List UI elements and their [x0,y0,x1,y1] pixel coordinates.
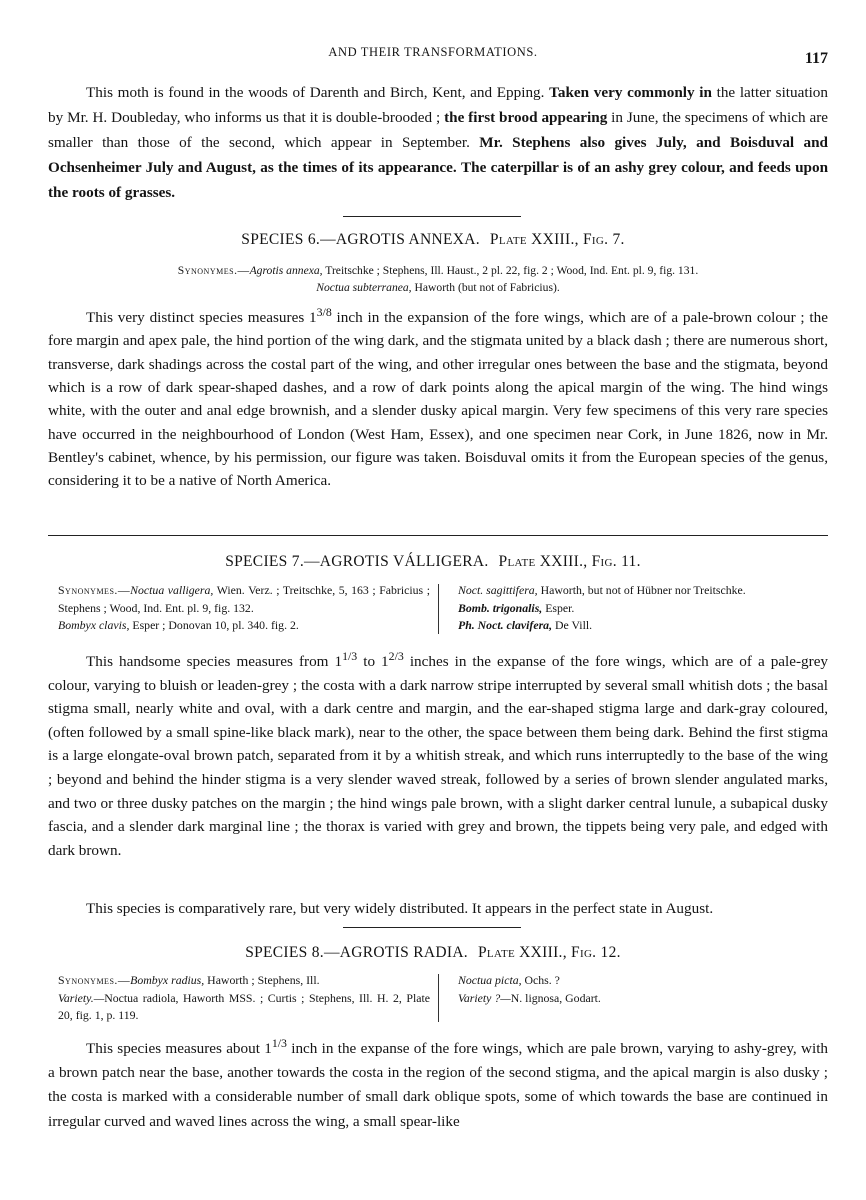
species-8-text-b: inch in the expanse of the fore wings, which are pale brown, varying to ashy-grey, with a brown patch near the base, another towards the costa in the region of the second stigma, and the apical margin is also dusky ; the costa is marked with a considerable number of small dark oblique spots, some of which towards the base are continued in irregular curved and waved lines across the wing, a small spear-like [48,1040,829,1130]
synonym-reference: Noctua radiola, Haworth MSS. ; Curtis ; Stephens, Ill. H. 2, Plate 20, fig. 1, p. 119. [58,990,430,1022]
species-7-fraction-2: 2/3 [388,649,404,663]
intro-text-4: the first brood appearing [444,109,608,126]
synonym-name: Ph. Noct. clavifera, [458,618,553,632]
species-8-text-a: This species measures about 1 [86,1040,272,1058]
synonym-reference: Ochs. ? [524,973,560,987]
intro-text-7: The caterpillar is of an ashy grey colour, and feeds upon the roots of grasses. [48,159,829,201]
synonym-name: Noct. sagittifera, [458,583,538,597]
running-head: AND THEIR TRANSFORMATIONS. [328,45,538,59]
species-7-occurrence [48,896,828,921]
synonym-reference: Haworth (but not of Fabricius). [414,281,560,294]
species-6-description [48,301,828,492]
section-divider [343,927,521,928]
species-6-synonyms [48,262,828,296]
synonym-name: Bombyx clavis, [58,618,130,632]
variety-label: Variety.— [58,990,105,1005]
synonym-reference: N. lignosa, Godart. [510,990,601,1005]
species-6-fraction: 3/8 [316,305,332,319]
species-6-plate: Plate XXIII., Fig. 7. [489,231,625,248]
synonym-reference: Haworth, but not of Hübner nor Treitschke. [540,583,746,597]
species-8-fraction: 1/3 [271,1036,287,1050]
species-8-synonyms-left [58,972,430,1025]
species-7-heading [0,553,866,571]
intro-text-6: Mr. Stephens also gives July, and Boisduval and Ochsenheimer July and August, as the times of its appearance. [48,134,829,176]
species-7-occurrence-text: This species is comparatively rare, but very widely distributed. It appears in the perfect state in August. [86,900,714,917]
synonym-reference: Wien. Verz. ; Treitschke, 5, 163 ; Fabricius ; Stephens ; Wood, Ind. Ent. pl. 9, fig. 132. [58,583,430,615]
species-8-description [48,1031,828,1134]
species-7-text-mid: to 1 [363,653,389,671]
species-8-synonyms-right [458,972,828,1007]
synonyms-column-divider [438,584,439,634]
synonym-name: Noctua valligera, [130,583,214,597]
species-7-text-a: This handsome species measures from 1 [86,653,343,671]
species-7-fraction-1: 1/3 [342,649,358,663]
species-7-synonyms-right [458,582,828,635]
species-7-text-b: inches in the expanse of the fore wings, which are of a pale-grey colour, varying to bluish or leaden-grey ; the costa with a dark narrow stripe interrupted by several small whitish dots ; the basal stigma small, nearly white and oval, with a dark centre and margin, and the ear-shaped stigma large and dark-gray coloured, (often followed by a small spine-like black mark), near to the other, the space between them being dark. Behind the first stigma is a large elongate-oval brown patch, separated from it by a whitish streak, and which runs interruptedly to the base of the wing ; beyond and behind the hinder stigma is a very slender waved streak, followed by a series of brown slender angulated marks, and two or three dusky patches on the margin ; the hind wings pale brown, with a slight darker central lunule, a subapical dusky fascia, and a slender dark marginal line ; the thorax is varied with grey and brown, the tippets being very pale, and edged with dark brown. [48,653,829,859]
synonyms-label: Synonymes.— [58,583,131,597]
section-divider [343,216,521,217]
synonym-reference: Esper ; Donovan 10, pl. 340. fig. 2. [132,618,299,632]
species-7-synonyms-left [58,582,430,635]
synonym-name: Noctua picta, [458,973,522,987]
species-6-heading [0,231,866,249]
species-8-title: SPECIES 8.—AGROTIS RADIA. [245,944,468,961]
intro-text-2: Taken very commonly in [549,84,712,101]
species-6-title: SPECIES 6.—AGROTIS ANNEXA. [241,231,480,248]
page-number: 117 [804,50,828,67]
species-7-description [48,645,828,862]
species-8-heading [0,944,866,962]
synonym-reference: De Vill. [554,618,593,632]
synonym-reference: Treitschke ; Stephens, Ill. Haust., 2 pl. 22, fig. 2 ; Wood, Ind. Ent. pl. 9, fig. 131. [325,264,699,277]
synonym-name: Bomb. trigonalis, [458,600,543,615]
intro-text-1: This moth is found in the woods of Darenth and Birch, Kent, and Epping. [86,84,545,101]
synonym-reference: Esper. [545,600,575,615]
synonyms-label: Synonymes.— [58,973,131,987]
intro-paragraph [48,80,828,205]
synonym-name: Agrotis annexa, [249,264,323,277]
species-6-text-a: This very distinct species measures 1 [86,309,317,327]
variety-label: Variety ?— [458,990,511,1005]
synonym-name: Noctua subterranea, [316,281,412,294]
section-divider [48,535,828,536]
intro-text-3: the latter situation by Mr. H. Doubleday, who informs us that it is double-brooded ; [48,84,828,126]
synonym-reference: Haworth ; Stephens, Ill. [207,973,320,987]
species-8-plate: Plate XXIII., Fig. 12. [477,944,621,961]
synonym-name: Bombyx radius, [130,973,205,987]
species-6-text-b: inch in the expansion of the fore wings, which are of a pale-brown colour ; the fore margin and apex pale, the hind portion of the wing dark, and the stigmata united by a black dash ; there are numerous short, transverse, dark shadings across the costal part of the wing, and other irregular ones between the base and the stigmata, beyond which is a row of dark spear-shaped dashes, and a row of dark points along the apical margin of the wing. The hind wings white, with the outer and anal edge brownish, and a slender dusky apical margin. Very few specimens of this very rare species have occurred in the neighbourhood of London (West Ham, Essex), and one specimen near Cork, in June 1826, now in Mr. Bentley's cabinet, whence, by his permission, our figure was taken. Boisduval omits it from the European species of the genus, considering it to be a native of North America. [48,309,828,490]
species-7-title: SPECIES 7.—AGROTIS VÁLLIGERA. [225,553,489,570]
synonyms-column-divider [438,974,439,1022]
species-7-plate: Plate XXIII., Fig. 11. [498,553,641,570]
synonyms-label: Synonymes.— [177,264,250,277]
intro-text-5: in June, the specimens of which are smaller than those of the second, which appear in September. [48,109,828,151]
